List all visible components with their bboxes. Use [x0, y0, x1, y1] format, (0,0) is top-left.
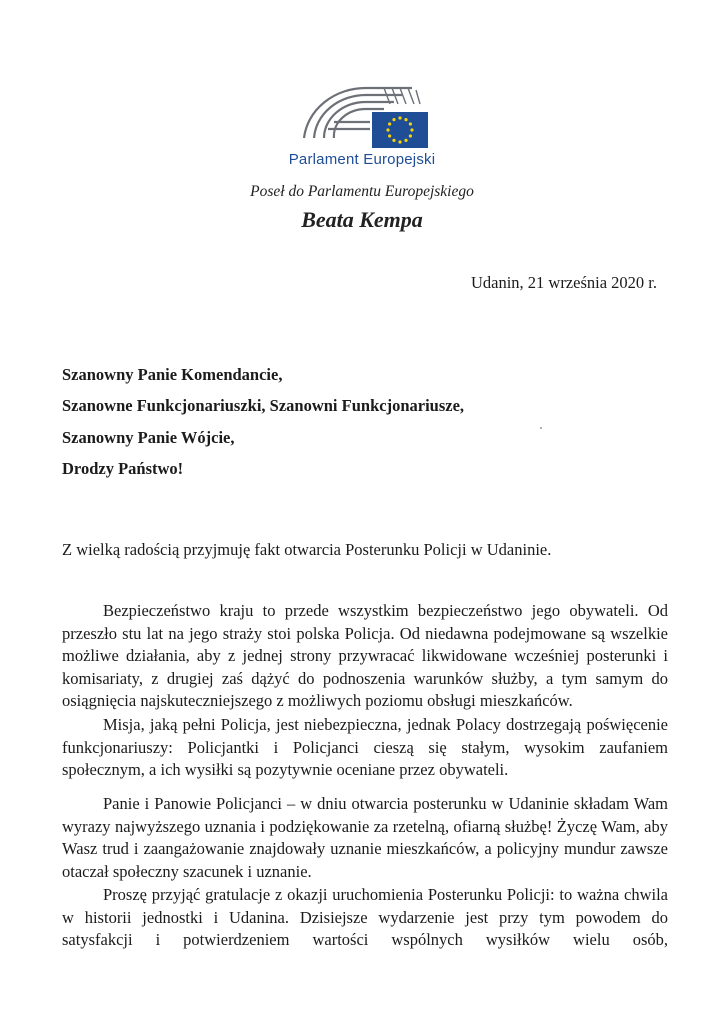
- mep-name: Beata Kempa: [301, 207, 423, 232]
- scan-speck: [540, 427, 542, 429]
- salutation-line: Szanowne Funkcjonariuszki, Szanowni Funkcjonariusze,: [62, 396, 465, 415]
- intro-sentence: Z wielką radością przyjmuję fakt otwarcia Posterunku Policji w Udaninie.: [62, 540, 552, 559]
- european-parliament-logo: [298, 82, 432, 150]
- salutation-line: Szanowny Panie Wójcie,: [62, 428, 235, 447]
- body-paragraph: Bezpieczeństwo kraju to przede wszystkim bezpieczeństwo jego obywateli. Od przeszło stu lat na jego straży stoi polska Policja. Od niedawna podejmowane są wszelkie możliwe działania, aby z jednej strony przywracać likwidowane wcześniej posterunki i komisariaty, z drugiej zaś dążyć do podnoszenia warunków służby, a tym samym do osiągnięcia najskuteczniejszego z możliwych poziomu obsługi mieszkańców.: [62, 601, 668, 710]
- institution-name: Parlament Europejski: [288, 151, 436, 168]
- salutation-line: Szanowny Panie Komendancie,: [62, 365, 283, 384]
- body-paragraph: Misja, jaką pełni Policja, jest niebezpieczna, jednak Polacy dostrzegają poświęcenie funkcjonariuszy: Policjantki i Policjanci cieszą się stałym, wysokim zaufaniem społecznym, a ich wysiłki są pozytywnie oceniane przez obywateli.: [62, 715, 668, 779]
- place-date: Udanin, 21 września 2020 r.: [470, 273, 657, 292]
- salutation-line: Drodzy Państwo!: [62, 459, 184, 478]
- body-paragraph: Proszę przyjąć gratulacje z okazji uruchomienia Posterunku Policji: to ważna chwila w historii jednostki i Udanina. Dzisiejsze wydarzenie jest przy tym powodem do satysfakcji i potwierdzeniem wartości wspólnych wysiłków wielu osób,: [62, 885, 668, 949]
- mep-title: Poseł do Parlamentu Europejskiego: [250, 183, 474, 200]
- body-paragraph: Panie i Panowie Policjanci – w dniu otwarcia posterunku w Udaninie składam Wam wyrazy najwyższego uznania i podziękowanie za rzetelną, ofiarną służbę! Życzę Wam, aby Wasz trud i zaangażowanie znajdowały uznanie mieszkańców, a policyjny mundur zawsze otaczał społeczny szacunek i uznanie.: [62, 794, 668, 881]
